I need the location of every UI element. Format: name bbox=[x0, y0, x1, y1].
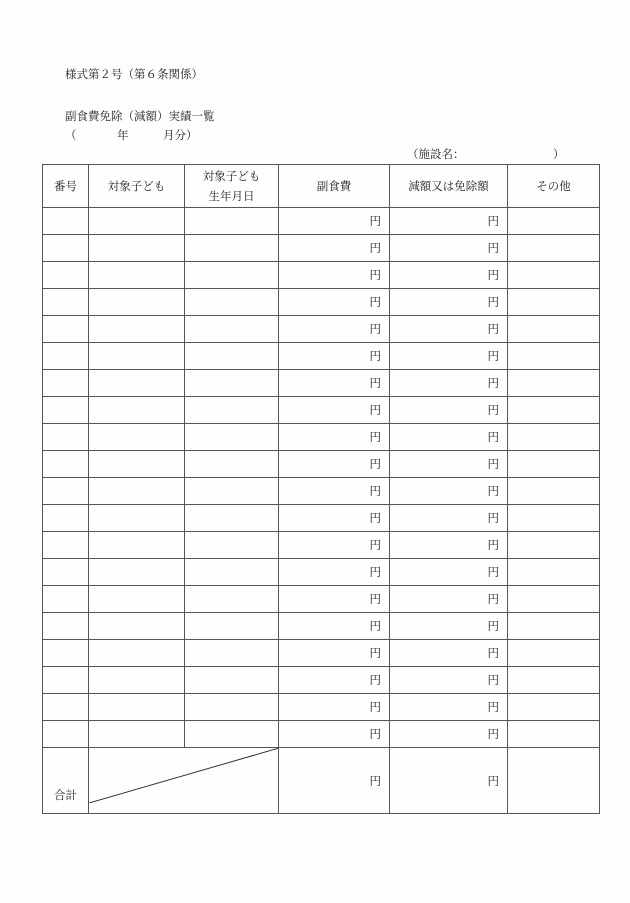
header-child: 対象子ども bbox=[89, 165, 185, 208]
cell-child[interactable] bbox=[89, 613, 185, 640]
cell-reduction[interactable]: 円 bbox=[390, 289, 508, 316]
cell-reduction[interactable]: 円 bbox=[390, 586, 508, 613]
total-other[interactable] bbox=[508, 748, 600, 814]
cell-meal-fee[interactable]: 円 bbox=[279, 343, 390, 370]
cell-other[interactable] bbox=[508, 370, 600, 397]
header-child-dob: 対象子ども 生年月日 bbox=[185, 165, 279, 208]
cell-child-dob[interactable] bbox=[185, 262, 279, 289]
cell-child-dob[interactable] bbox=[185, 424, 279, 451]
cell-child[interactable] bbox=[89, 316, 185, 343]
table-row bbox=[43, 559, 600, 586]
cell-child-dob[interactable] bbox=[185, 532, 279, 559]
cell-child-dob[interactable] bbox=[185, 451, 279, 478]
table-row bbox=[43, 397, 600, 424]
cell-reduction[interactable]: 円 bbox=[390, 667, 508, 694]
cell-meal-fee[interactable]: 円 bbox=[279, 586, 390, 613]
cell-reduction[interactable]: 円 bbox=[390, 451, 508, 478]
table-row bbox=[43, 694, 600, 721]
cell-child-dob[interactable] bbox=[185, 505, 279, 532]
cell-number[interactable] bbox=[43, 262, 89, 289]
cell-number[interactable] bbox=[43, 424, 89, 451]
cell-child-dob[interactable] bbox=[185, 613, 279, 640]
cell-number[interactable] bbox=[43, 316, 89, 343]
cell-reduction[interactable]: 円 bbox=[390, 262, 508, 289]
cell-child[interactable] bbox=[89, 424, 185, 451]
cell-number[interactable] bbox=[43, 289, 89, 316]
cell-reduction[interactable]: 円 bbox=[390, 613, 508, 640]
form-number: 様式第２号（第６条関係） bbox=[65, 67, 203, 81]
cell-meal-fee[interactable]: 円 bbox=[279, 613, 390, 640]
table-row bbox=[43, 586, 600, 613]
cell-reduction[interactable]: 円 bbox=[390, 316, 508, 343]
header-reduction: 減額又は免除額 bbox=[390, 165, 508, 208]
results-table bbox=[42, 164, 600, 814]
cell-number[interactable] bbox=[43, 343, 89, 370]
table-row bbox=[43, 424, 600, 451]
cell-child-dob[interactable] bbox=[185, 289, 279, 316]
cell-other[interactable] bbox=[508, 640, 600, 667]
cell-other[interactable] bbox=[508, 316, 600, 343]
cell-reduction[interactable]: 円 bbox=[390, 640, 508, 667]
cell-number[interactable] bbox=[43, 694, 89, 721]
cell-number[interactable] bbox=[43, 613, 89, 640]
cell-child-dob[interactable] bbox=[185, 694, 279, 721]
table-row bbox=[43, 478, 600, 505]
cell-other[interactable] bbox=[508, 424, 600, 451]
cell-child-dob[interactable] bbox=[185, 397, 279, 424]
cell-child-dob[interactable] bbox=[185, 640, 279, 667]
cell-reduction[interactable]: 円 bbox=[390, 694, 508, 721]
cell-number[interactable] bbox=[43, 208, 89, 235]
table-row bbox=[43, 667, 600, 694]
cell-meal-fee[interactable]: 円 bbox=[279, 451, 390, 478]
cell-number[interactable] bbox=[43, 559, 89, 586]
total-meal-fee[interactable]: 円 bbox=[279, 748, 390, 814]
header-row bbox=[43, 165, 600, 208]
cell-number[interactable] bbox=[43, 451, 89, 478]
header-other: その他 bbox=[508, 165, 600, 208]
table-row bbox=[43, 370, 600, 397]
cell-other[interactable] bbox=[508, 208, 600, 235]
document-title: 副食費免除（減額）実績一覧 bbox=[65, 109, 215, 123]
cell-reduction[interactable]: 円 bbox=[390, 424, 508, 451]
cell-child-dob[interactable] bbox=[185, 235, 279, 262]
cell-child-dob[interactable] bbox=[185, 586, 279, 613]
table-row bbox=[43, 721, 600, 748]
cell-other[interactable] bbox=[508, 343, 600, 370]
cell-other[interactable] bbox=[508, 397, 600, 424]
cell-child[interactable] bbox=[89, 505, 185, 532]
cell-number[interactable] bbox=[43, 640, 89, 667]
cell-meal-fee[interactable]: 円 bbox=[279, 424, 390, 451]
table-row bbox=[43, 343, 600, 370]
table-row bbox=[43, 208, 600, 235]
cell-reduction[interactable]: 円 bbox=[390, 208, 508, 235]
cell-child[interactable] bbox=[89, 478, 185, 505]
cell-child[interactable] bbox=[89, 559, 185, 586]
facility-name-label: （施設名： bbox=[407, 147, 465, 161]
cell-number[interactable] bbox=[43, 370, 89, 397]
cell-other[interactable] bbox=[508, 721, 600, 748]
cell-child[interactable] bbox=[89, 640, 185, 667]
cell-child[interactable] bbox=[89, 721, 185, 748]
cell-child-dob[interactable] bbox=[185, 370, 279, 397]
cell-reduction[interactable]: 円 bbox=[390, 343, 508, 370]
cell-child-dob[interactable] bbox=[185, 478, 279, 505]
cell-child[interactable] bbox=[89, 397, 185, 424]
cell-child-dob[interactable] bbox=[185, 316, 279, 343]
table-row bbox=[43, 316, 600, 343]
cell-other[interactable] bbox=[508, 451, 600, 478]
cell-other[interactable] bbox=[508, 586, 600, 613]
cell-child-dob[interactable] bbox=[185, 208, 279, 235]
cell-meal-fee[interactable]: 円 bbox=[279, 397, 390, 424]
cell-meal-fee[interactable]: 円 bbox=[279, 667, 390, 694]
cell-meal-fee[interactable]: 円 bbox=[279, 478, 390, 505]
cell-other[interactable] bbox=[508, 289, 600, 316]
cell-other[interactable] bbox=[508, 532, 600, 559]
total-row bbox=[43, 748, 600, 814]
cell-child[interactable] bbox=[89, 532, 185, 559]
cell-reduction[interactable]: 円 bbox=[390, 721, 508, 748]
cell-child[interactable] bbox=[89, 694, 185, 721]
period-month-label: 月分） bbox=[163, 128, 198, 142]
cell-reduction[interactable]: 円 bbox=[390, 532, 508, 559]
cell-number[interactable] bbox=[43, 532, 89, 559]
facility-name-close: ） bbox=[553, 147, 565, 161]
cell-reduction[interactable]: 円 bbox=[390, 505, 508, 532]
header-number: 番号 bbox=[43, 165, 89, 208]
cell-number[interactable] bbox=[43, 721, 89, 748]
cell-child-dob[interactable] bbox=[185, 667, 279, 694]
diagonal-line-icon bbox=[89, 748, 279, 803]
cell-child[interactable] bbox=[89, 289, 185, 316]
cell-child-dob[interactable] bbox=[185, 343, 279, 370]
cell-number[interactable] bbox=[43, 586, 89, 613]
cell-meal-fee[interactable]: 円 bbox=[279, 532, 390, 559]
cell-other[interactable] bbox=[508, 505, 600, 532]
cell-child-dob[interactable] bbox=[185, 721, 279, 748]
cell-child[interactable] bbox=[89, 262, 185, 289]
cell-child[interactable] bbox=[89, 586, 185, 613]
period-open: （ bbox=[65, 128, 77, 142]
cell-other[interactable] bbox=[508, 478, 600, 505]
cell-meal-fee[interactable]: 円 bbox=[279, 721, 390, 748]
cell-child[interactable] bbox=[89, 343, 185, 370]
cell-number[interactable] bbox=[43, 478, 89, 505]
table-row bbox=[43, 505, 600, 532]
table-row bbox=[43, 262, 600, 289]
cell-meal-fee[interactable]: 円 bbox=[279, 208, 390, 235]
period-year-label: 年 bbox=[117, 128, 129, 142]
cell-meal-fee[interactable]: 円 bbox=[279, 640, 390, 667]
cell-number[interactable] bbox=[43, 505, 89, 532]
cell-number[interactable] bbox=[43, 235, 89, 262]
cell-meal-fee[interactable]: 円 bbox=[279, 559, 390, 586]
total-diagonal-cell bbox=[89, 748, 279, 814]
header-meal-fee: 副食費 bbox=[279, 165, 390, 208]
cell-meal-fee[interactable]: 円 bbox=[279, 694, 390, 721]
cell-other[interactable] bbox=[508, 667, 600, 694]
cell-reduction[interactable]: 円 bbox=[390, 235, 508, 262]
cell-meal-fee[interactable]: 円 bbox=[279, 235, 390, 262]
cell-reduction[interactable]: 円 bbox=[390, 370, 508, 397]
cell-child[interactable] bbox=[89, 235, 185, 262]
table-row bbox=[43, 532, 600, 559]
cell-other[interactable] bbox=[508, 694, 600, 721]
cell-meal-fee[interactable]: 円 bbox=[279, 262, 390, 289]
cell-meal-fee[interactable]: 円 bbox=[279, 505, 390, 532]
cell-child-dob[interactable] bbox=[185, 559, 279, 586]
cell-child[interactable] bbox=[89, 451, 185, 478]
cell-child[interactable] bbox=[89, 667, 185, 694]
cell-other[interactable] bbox=[508, 613, 600, 640]
cell-other[interactable] bbox=[508, 262, 600, 289]
cell-other[interactable] bbox=[508, 559, 600, 586]
table-row bbox=[43, 235, 600, 262]
total-label: 合計 bbox=[43, 748, 89, 814]
cell-number[interactable] bbox=[43, 667, 89, 694]
cell-other[interactable] bbox=[508, 235, 600, 262]
cell-child[interactable] bbox=[89, 208, 185, 235]
table-row bbox=[43, 289, 600, 316]
table-row bbox=[43, 640, 600, 667]
total-reduction[interactable]: 円 bbox=[390, 748, 508, 814]
cell-meal-fee[interactable]: 円 bbox=[279, 370, 390, 397]
table-row bbox=[43, 451, 600, 478]
cell-reduction[interactable]: 円 bbox=[390, 478, 508, 505]
cell-reduction[interactable]: 円 bbox=[390, 559, 508, 586]
table-row bbox=[43, 613, 600, 640]
cell-child[interactable] bbox=[89, 370, 185, 397]
cell-meal-fee[interactable]: 円 bbox=[279, 316, 390, 343]
cell-meal-fee[interactable]: 円 bbox=[279, 289, 390, 316]
cell-reduction[interactable]: 円 bbox=[390, 397, 508, 424]
cell-number[interactable] bbox=[43, 397, 89, 424]
